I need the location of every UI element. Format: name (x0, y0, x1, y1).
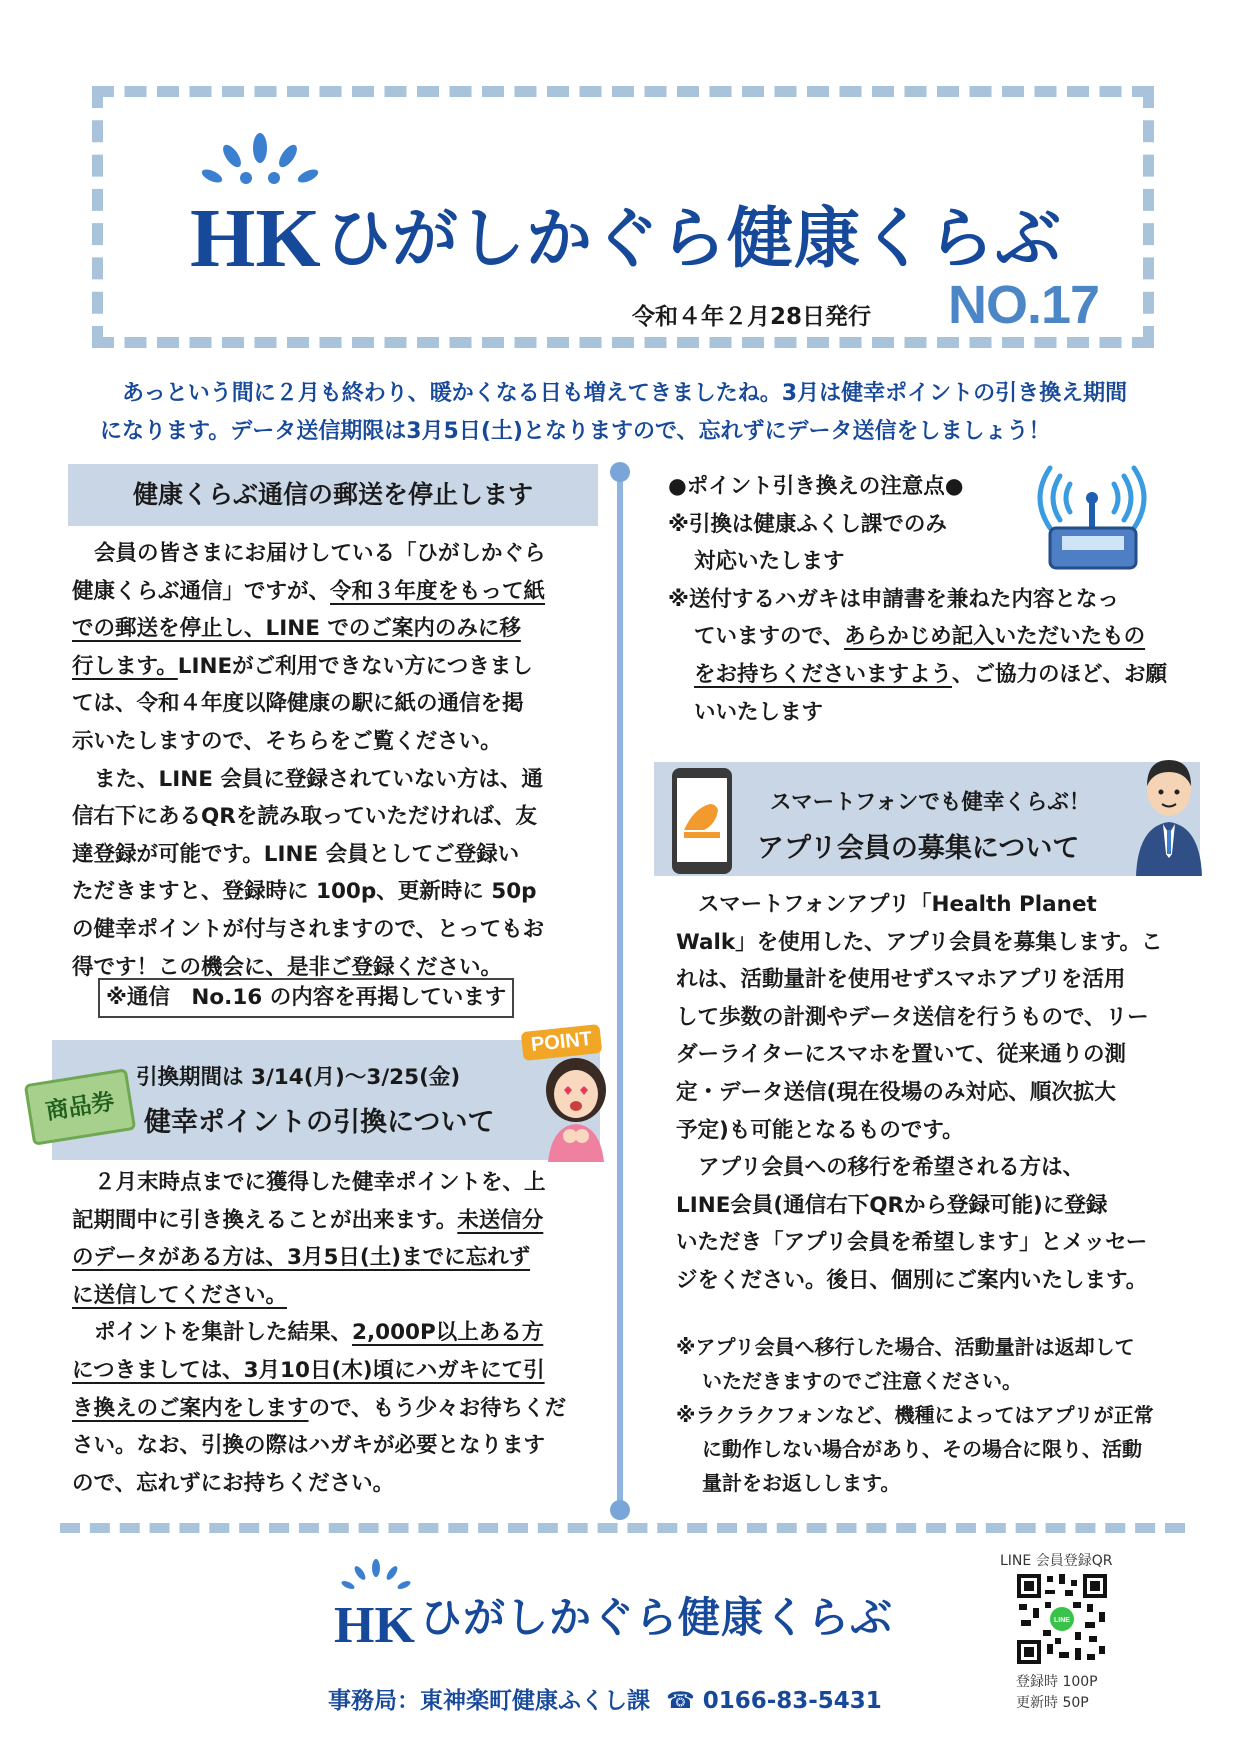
text-line: ※送付するハガキは申請書を兼ねた内容となっ (668, 586, 1119, 612)
text-line: 対応いたします (694, 549, 845, 575)
text-line: いただきますのでご注意ください。 (702, 1369, 1022, 1393)
text-line: ので、忘れずにお持ちください。 (72, 1470, 395, 1496)
text-line: ２月末時点までに獲得した健幸ポイントを、上 (94, 1170, 546, 1195)
text-line (72, 573, 592, 611)
phone-icon: ☎ (666, 1688, 695, 1714)
text-line: ジをください。後日、個別にご案内いたします。 (676, 1267, 1148, 1293)
footer-title: ひがしかぐら健康くらぶ (420, 1593, 894, 1642)
excited-girl-icon (540, 1052, 612, 1162)
text-line: の健幸ポイントが付与されますので、とってもお (72, 916, 545, 942)
intro-text (100, 375, 1160, 451)
point-badge: POINT (521, 1024, 603, 1061)
underlined-text: に送信してください。 (72, 1282, 288, 1308)
underlined-text: 2,000P以上ある方 (352, 1320, 544, 1346)
smartphone-icon (666, 766, 738, 876)
text-line: に動作しない場合があり、その場合に限り、活動 (702, 1437, 1142, 1461)
text-line: ※引換は健康ふくし課でのみ (668, 511, 947, 537)
section-heading: 健康くらぶ通信の郵送を停止します (68, 464, 598, 526)
text-span: 健康くらぶ通信」ですが、 (72, 578, 331, 604)
newsletter-title: ひがしかぐら健康くらぶ (325, 200, 1062, 277)
footer-logo-mark (330, 1556, 422, 1648)
app-notes (676, 1330, 1196, 1500)
text-line: 達登録が可能です。LINE 会員としてご登録い (72, 841, 520, 867)
app-section-body (676, 886, 1196, 1300)
text-line: ダーライターにスマホを置いて、従来通りの測 (676, 1042, 1126, 1068)
underlined-text: での郵送を停止し、LINE でのご案内のみに移 (72, 616, 521, 642)
text-line: さい。なお、引換の際はハガキが必要となります (72, 1433, 546, 1459)
text-span: ていますので、 (694, 624, 845, 650)
office-contact (328, 1682, 882, 1715)
logo-initials: HK (190, 192, 321, 276)
repost-note: ※通信 No.16 の内容を再掲しています (98, 978, 514, 1018)
text-line: れは、活動量計を使用せずスマホアプリを活用 (676, 967, 1126, 993)
divider-dot (610, 462, 630, 482)
intro-line: になります。データ送信期限は3月5日(土)となりますので、忘れずにデータ送信をしましょう！ (100, 419, 1051, 444)
divider-dot (610, 1500, 630, 1520)
text-span: ポイントを集計した結果、 (94, 1320, 353, 1346)
text-line (668, 656, 1188, 694)
exchange-period: 引換期間は 3/14(月)～3/25(金) (136, 1065, 461, 1090)
logo-mark (180, 126, 340, 276)
registration-points: 登録時 100P (1016, 1674, 1098, 1690)
phone-number: 0166-83-5431 (702, 1688, 882, 1714)
line-qr-code[interactable] (1015, 1572, 1109, 1666)
text-line (668, 618, 1188, 656)
text-line: ただきますと、登録時に 100p、更新時に 50p (72, 879, 537, 905)
exchange-section-body (72, 1164, 602, 1502)
text-line: スマートフォンアプリ「Health Planet (698, 892, 1097, 917)
app-subheading: スマートフォンでも健幸くらぶ！ (770, 790, 1091, 815)
text-line: 量計をお返しします。 (702, 1471, 901, 1495)
text-span: ので、もう少々お待ちくだ (308, 1395, 567, 1421)
qr-line-mark: LINE (1054, 1617, 1070, 1624)
office-name: 事務局：東神楽町健康ふくし課 (328, 1688, 650, 1714)
text-line: ※アプリ会員へ移行した場合、活動量計は返却して (676, 1335, 1135, 1359)
intro-line: あっという間に２月も終わり、暖かくなる日も増えてきましたね。3月は健幸ポイントの引き換え期間 (122, 381, 1128, 406)
footer-divider (60, 1523, 1185, 1533)
text-line (72, 1202, 602, 1240)
underlined-text: あらかじめ記入いただいたもの (844, 624, 1146, 650)
text-span: 、ご協力のほど、お願 (952, 661, 1168, 687)
notes-heading: ●ポイント引き換えの注意点● (668, 474, 964, 499)
text-line: 予定)も可能となるものです。 (676, 1117, 964, 1143)
text-line (72, 1390, 602, 1428)
underlined-text: のデータがある方は、3月5日(土)までに忘れず (72, 1245, 531, 1271)
text-line (72, 648, 592, 686)
underlined-text: につきましては、3月10日(木)頃にハガキにて引 (72, 1357, 545, 1383)
mail-section-body (72, 535, 592, 986)
text-line: 得です！この機会に、是非ご登録ください。 (72, 954, 503, 980)
text-line: 定・データ送信(現在役場のみ対応、順次拡大 (676, 1079, 1116, 1105)
section-heading: アプリ会員の募集について (757, 833, 1080, 864)
text-line: して歩数の計測やデータ送信を行うもので、リー (676, 1004, 1149, 1030)
text-span: 記期間中に引き換えることが出来ます。 (72, 1207, 458, 1233)
underlined-text: き換えのご案内をします (72, 1395, 309, 1421)
section-heading: 健幸ポイントの引換について (144, 1107, 495, 1138)
issue-date: 令和４年２月28日発行 (632, 304, 872, 330)
issue-number: NO.17 (948, 275, 1100, 335)
text-line: ※ラクラクフォンなど、機種によってはアプリが正常 (676, 1403, 1154, 1427)
qr-label: LINE 会員登録QR (1000, 1553, 1113, 1569)
text-line: ては、令和４年度以降健康の駅に紙の通信を掲 (72, 691, 524, 717)
text-line: 会員の皆さまにお届けしている「ひがしかぐら (94, 541, 546, 566)
voucher-icon: 商品券 (24, 1068, 136, 1146)
text-line: LINE会員(通信右下QRから登録可能)に登録 (676, 1192, 1108, 1218)
reader-device-icon (1032, 460, 1152, 580)
underlined-text: をお持ちくださいますよう (694, 661, 953, 687)
text-line: 示いたしますので、そちらをご覧ください。 (72, 728, 502, 754)
underlined-text: 令和３年度をもって紙 (330, 578, 546, 604)
underlined-text: 行します。 (72, 653, 178, 679)
text-line: アプリ会員への移行を希望される方は、 (698, 1155, 1085, 1181)
text-line: また、LINE 会員に登録されていない方は、通 (94, 766, 543, 792)
text-line: いただき「アプリ会員を希望します」とメッセー (676, 1230, 1148, 1256)
text-line: 信右下にあるQRを読み取っていただければ、友 (72, 804, 537, 830)
text-span: LINEがご利用できない方につきまし (177, 653, 533, 679)
column-divider (617, 470, 623, 1510)
renewal-points: 更新時 50P (1016, 1695, 1089, 1711)
businessman-icon (1134, 758, 1204, 876)
text-line: いいたします (694, 699, 824, 725)
text-line (72, 1314, 602, 1352)
qr-points (1016, 1672, 1098, 1714)
underlined-text: 未送信分 (457, 1207, 544, 1233)
footer-logo-initials: HK (334, 1597, 415, 1648)
text-line: Walk」を使用した、アプリ会員を募集します。こ (676, 929, 1163, 955)
